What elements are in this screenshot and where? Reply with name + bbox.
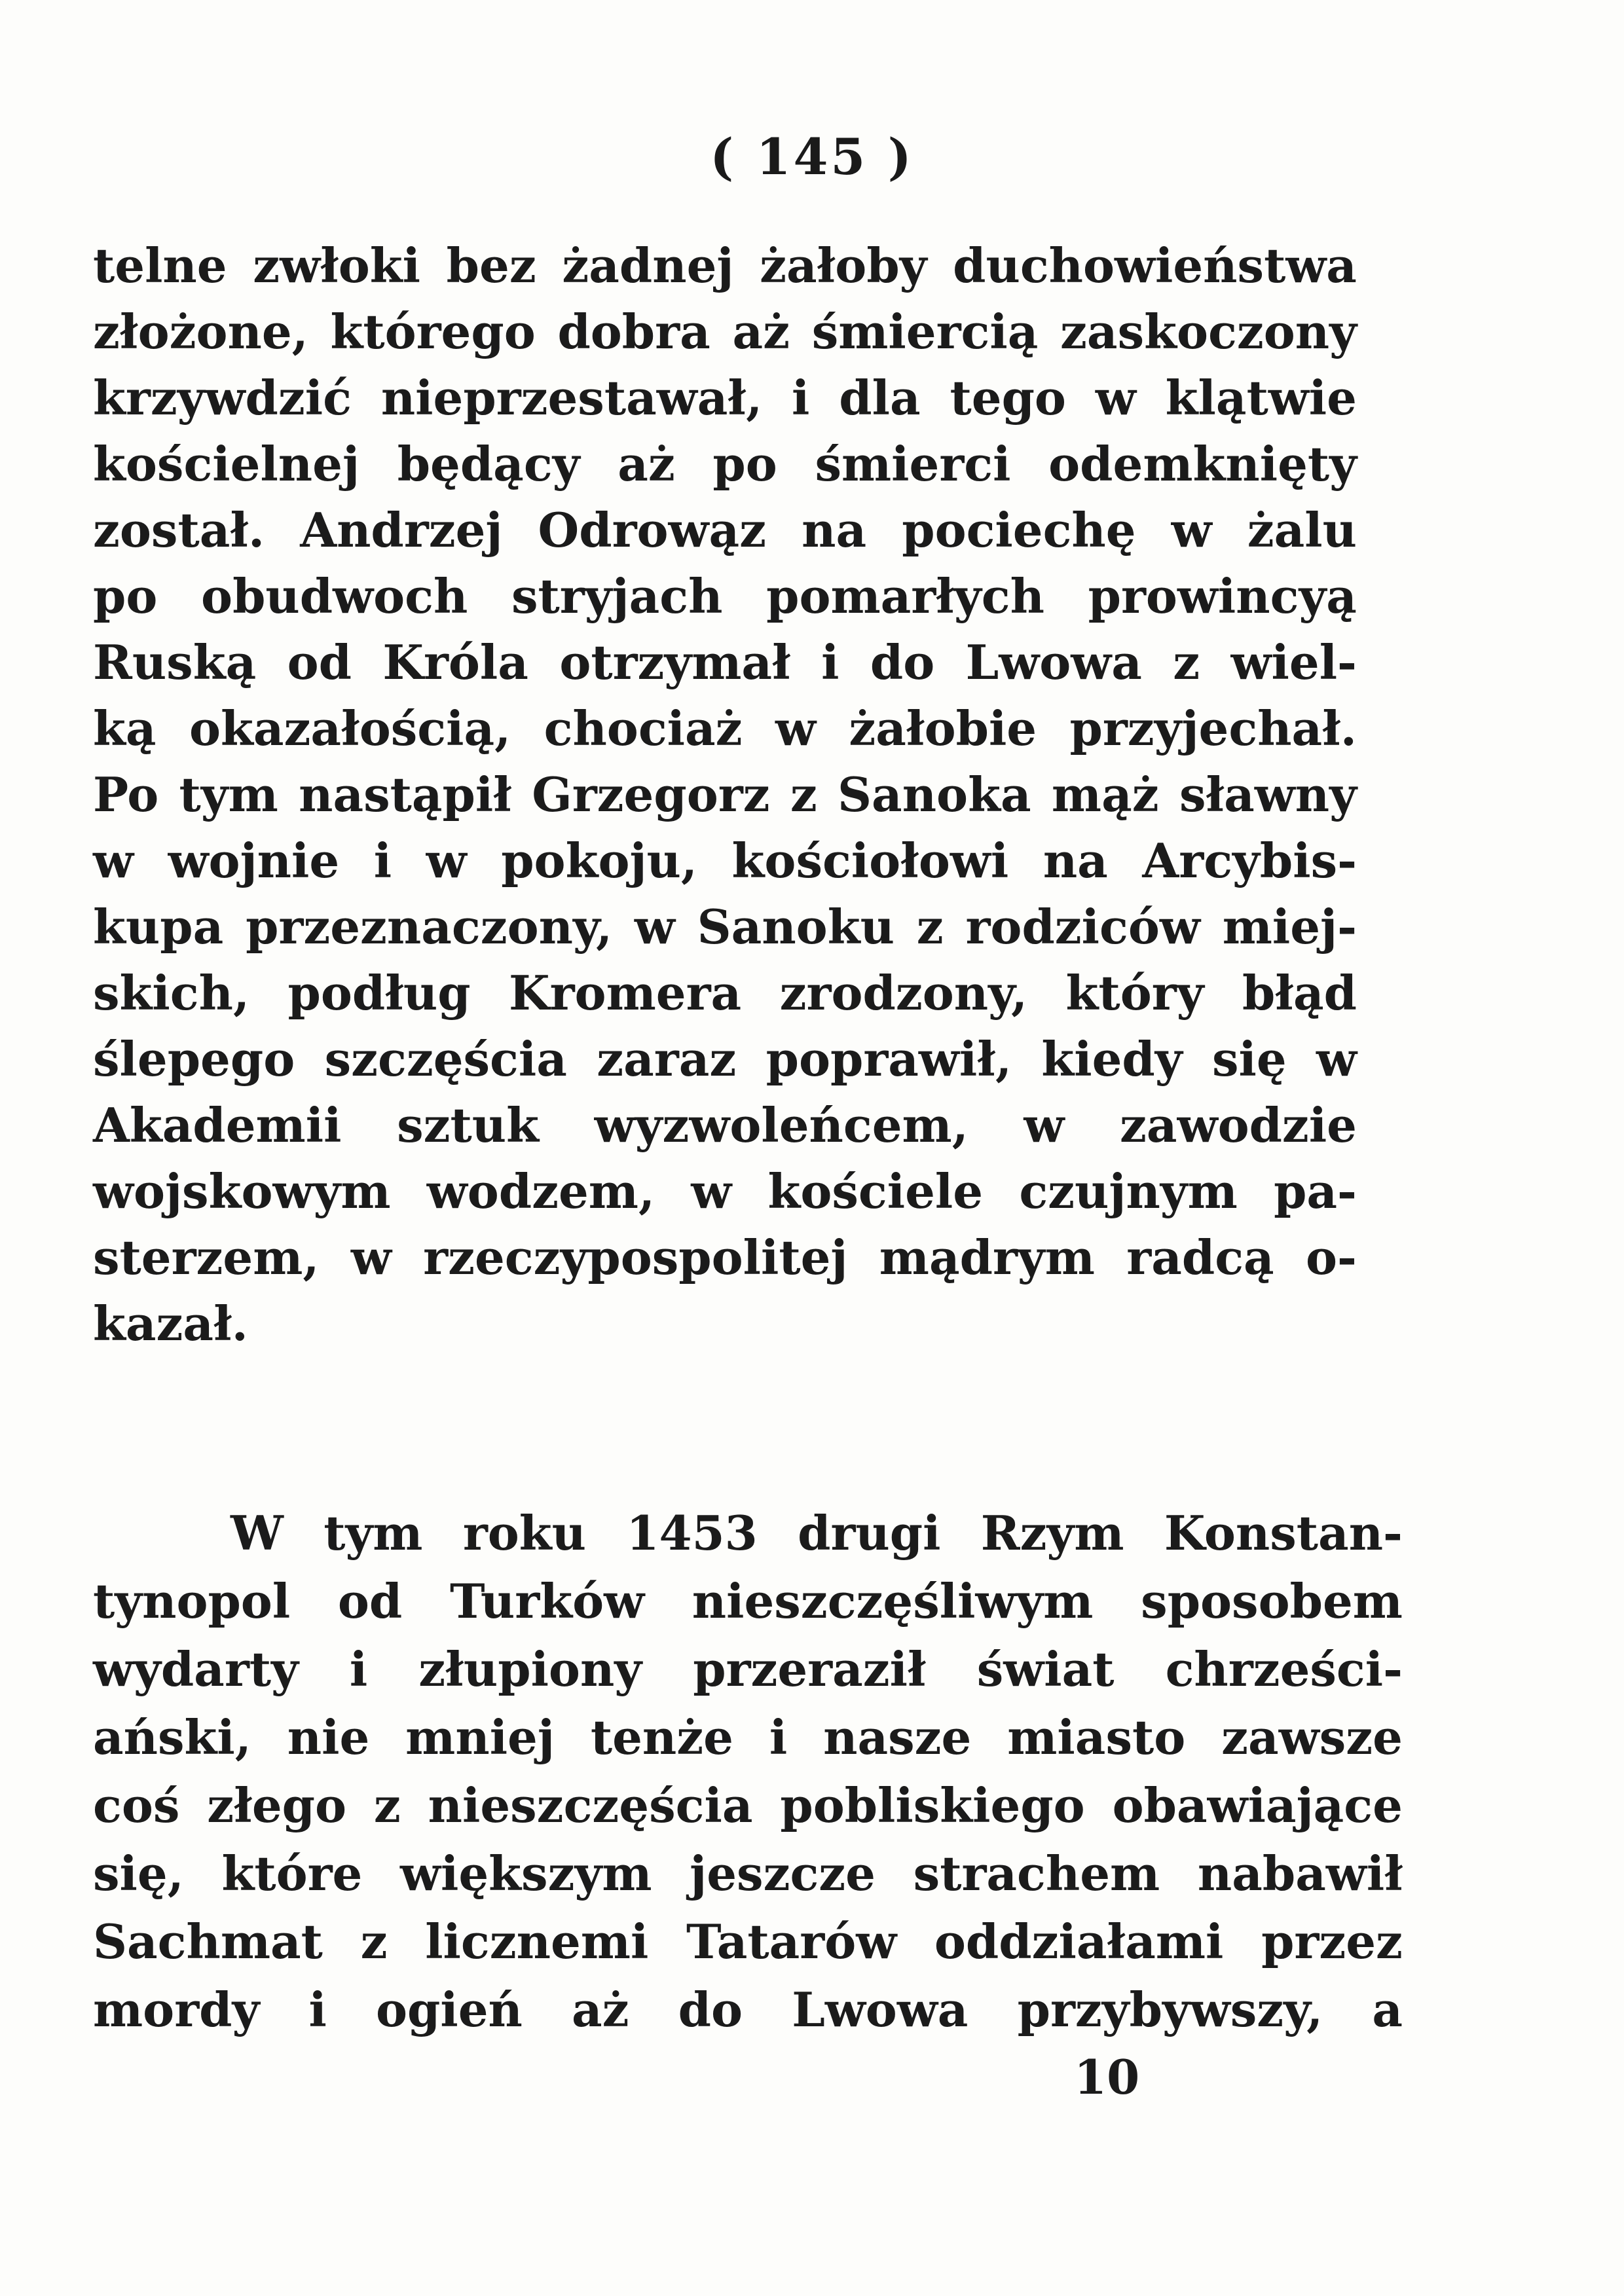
word: Konstan- [1164,1505,1403,1561]
word: z [916,899,944,955]
word: radcą [1126,1230,1274,1285]
text-line [93,1635,1403,1704]
word: wiel- [1230,634,1357,690]
text-line [93,497,1357,563]
word: przybywszy, [1017,1982,1323,2037]
word: krzywdzić [93,370,352,426]
text-line [93,1026,1357,1092]
word: i [349,1641,368,1697]
word: Odrowąz [538,502,767,558]
word: złożone, [93,304,308,359]
word: dobra [557,304,710,359]
text-line [93,828,1357,894]
word: kazał. [93,1296,248,1351]
word: zaraz [597,1031,737,1087]
word: nasze [823,1709,972,1765]
word: kościelnej [93,436,360,492]
word: wojnie [168,833,340,888]
word: chrześci- [1165,1641,1403,1697]
word: i [373,833,392,888]
word: które [221,1846,363,1901]
word: pomarłych [766,568,1044,624]
word: o- [1306,1230,1357,1285]
word: przez [1261,1914,1403,1969]
word: będący [397,436,580,492]
word: Andrzej [300,502,503,558]
text-line [93,1772,1403,1840]
word: a [1372,1982,1403,2037]
word: okazałością, [189,701,511,756]
word: aż [571,1982,629,2037]
word: skich, [93,965,250,1021]
word: miej- [1222,899,1357,955]
word: sterzem, [93,1230,320,1285]
word: Ruską [93,634,257,690]
word: dla [839,370,921,426]
word: kościele [767,1163,984,1219]
word: w [1095,370,1136,426]
word: przeznaczony, [246,899,613,955]
word: przyjechał. [1069,701,1357,756]
word: zrodzony, [779,965,1028,1021]
text-line [93,1092,1357,1158]
word: w [691,1163,732,1219]
text-line [93,1704,1403,1772]
word: nastąpił [299,767,511,822]
word: z [373,1777,401,1833]
word: tynopol [93,1573,291,1629]
word: zaskoczony [1060,304,1357,359]
word: błąd [1242,965,1357,1021]
word: strachem [913,1846,1160,1901]
word: został. [93,502,265,558]
word: nabawił [1197,1846,1403,1901]
word: śmierci [815,436,1011,492]
paragraph-1 [93,232,1357,1357]
word: Sachmat [93,1914,323,1969]
word: Kromera [509,965,742,1021]
word: sposobem [1141,1573,1403,1629]
word: obawiające [1112,1777,1403,1833]
text-line [93,365,1357,431]
word: w [634,899,675,955]
word: ogień [375,1982,523,2037]
word: roku [462,1505,587,1561]
word: żałobie [849,701,1037,756]
word: przeraził [693,1641,926,1697]
word: bez [446,238,536,293]
word: mąż [1051,767,1159,822]
word: w [426,833,467,888]
catchword: 10 [1074,2049,1140,2105]
word: w [1024,1097,1065,1153]
word: Turków [449,1573,645,1629]
word: nie [287,1709,370,1765]
page-number: ( 145 ) [710,128,914,186]
word: się, [93,1846,184,1901]
word: pociechę [902,502,1136,558]
word: wojskowym [93,1163,391,1219]
word: od [287,634,352,690]
word: z [790,767,817,822]
text-line [93,960,1357,1026]
word: jeszcze [690,1846,876,1901]
text-line [93,1908,1403,1976]
word: Akademii [93,1097,342,1153]
word: sztuk [397,1097,540,1153]
word: większym [400,1846,652,1901]
word: na [802,502,867,558]
word: zawodzie [1120,1097,1357,1153]
word: drugi [798,1505,941,1561]
word: i [769,1709,788,1765]
word: po [712,436,777,492]
word: w [93,833,134,888]
word: sławny [1179,767,1357,822]
paragraph-2 [93,1499,1403,2044]
word: pobliskiego [780,1777,1085,1833]
word: poprawił, [766,1031,1012,1087]
word: Arcybis- [1142,833,1357,888]
word: stryjach [511,568,723,624]
word: z [360,1914,388,1969]
word: zawsze [1221,1709,1403,1765]
word: obudwoch [201,568,468,624]
word: który [1065,965,1204,1021]
word: mordy [93,1982,260,2037]
word: zwłoki [253,238,421,293]
word: czujnym [1019,1163,1238,1219]
word: świat [976,1641,1115,1697]
word: Sanoku [697,899,895,955]
word: śmiercią [811,304,1039,359]
word: kupa [93,899,224,955]
word: otrzymał [559,634,790,690]
word: Po [93,767,159,822]
text-line [93,695,1357,761]
word: prowincyą [1088,568,1357,624]
word: w [1316,1031,1357,1087]
word: pokoju, [501,833,697,888]
word: do [678,1982,743,2037]
text-line [93,1567,1403,1635]
word: Grzegorz [532,767,770,822]
word: tenże [590,1709,733,1765]
word: i [308,1982,327,2037]
word: od [337,1573,403,1629]
text-line [93,1158,1357,1224]
word: w [775,701,816,756]
word: Tatarów [686,1914,897,1969]
word: żalu [1247,502,1357,558]
word: i [821,634,840,690]
word: złupiony [418,1641,642,1697]
word: duchowieństwa [953,238,1357,293]
word: tym [323,1505,423,1561]
word: oddziałami [934,1914,1224,1969]
word: ański, [93,1709,251,1765]
word: nieszczęścia [428,1777,753,1833]
word: Króla [382,634,528,690]
word: licznemi [425,1914,649,1969]
word: tego [950,370,1066,426]
word: Lwowa [965,634,1142,690]
word: ślepego [93,1031,295,1087]
text-line [93,299,1357,365]
word: chociaż [544,701,743,756]
text-line [93,894,1357,960]
word: złego [207,1777,347,1833]
word: rzeczypospolitej [423,1230,848,1285]
word: nieszczęśliwym [692,1573,1094,1629]
word: klątwie [1165,370,1357,426]
word: się [1211,1031,1287,1087]
word: coś [93,1777,180,1833]
text-line [93,761,1357,828]
word: którego [330,304,536,359]
text-line [93,629,1357,695]
word: z [1173,634,1200,690]
word: wyzwoleńcem, [594,1097,969,1153]
word: miasto [1007,1709,1186,1765]
word: Rzym [980,1505,1124,1561]
word: Sanoka [838,767,1031,822]
word: wodzem, [426,1163,655,1219]
word: ką [93,701,157,756]
word: aż [732,304,790,359]
word: telne [93,238,227,293]
word: 1453 [626,1505,758,1561]
text-line [93,1840,1403,1908]
word: kościołowi [731,833,1009,888]
word: tym [179,767,278,822]
word: Lwowa [792,1982,969,2037]
word: mniej [405,1709,555,1765]
word: w [350,1230,392,1285]
word: na [1043,833,1108,888]
word: żałoby [760,238,927,293]
word: W [231,1505,284,1561]
word: rodziców [965,899,1200,955]
word: aż [618,436,675,492]
text-line [93,431,1357,497]
text-line [93,1499,1403,1567]
word: mądrym [879,1230,1095,1285]
word: wydarty [93,1641,299,1697]
word: po [93,568,158,624]
word: żadnej [562,238,734,293]
word: szczęścia [324,1031,567,1087]
word: i [792,370,810,426]
text-line [93,232,1357,299]
text-line [93,1976,1403,2044]
text-line [93,563,1357,629]
word: podług [287,965,471,1021]
text-line [93,1224,1357,1290]
word: w [1171,502,1212,558]
word: nieprzestawał, [380,370,763,426]
word: pa- [1274,1163,1357,1219]
word: kiedy [1041,1031,1183,1087]
word: odemknięty [1048,436,1357,492]
text-line [93,1290,1357,1357]
word: do [870,634,935,690]
